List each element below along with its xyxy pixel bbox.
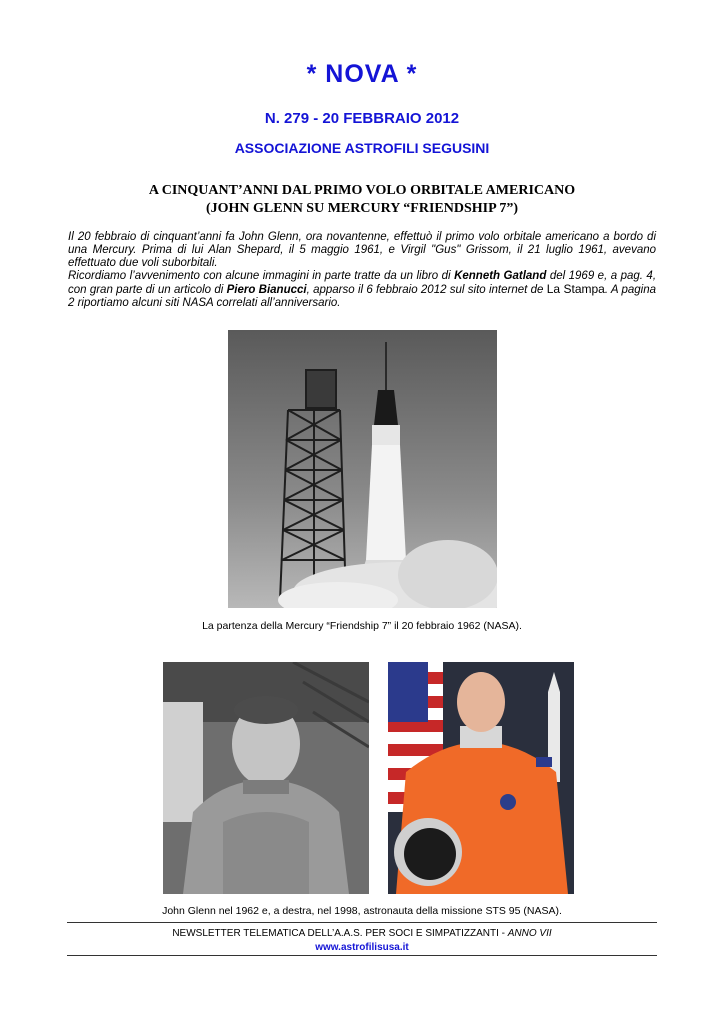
glenn-1998-photo	[388, 662, 574, 894]
article-body	[68, 231, 656, 310]
footer-newsletter-text: NEWSLETTER TELEMATICA DELL’A.A.S. PER SOCI E SIMPATIZZANTI -	[172, 928, 508, 939]
article-title-line2: (JOHN GLENN SU MERCURY “FRIENDSHIP 7”)	[205, 201, 519, 216]
p2-text-g: . A pagina 2 riportiamo alcuni siti NASA correlati all’anniversario.	[68, 284, 656, 309]
p2-text-e: , apparso il 6 febbraio 2012 sul sito internet de	[306, 284, 547, 296]
footer-divider-top	[67, 922, 657, 923]
p2-text-a: Ricordiamo l’avvenimento con alcune immagini in parte tratte da un libro di	[68, 270, 455, 282]
glenn-caption: John Glenn nel 1962 e, a destra, nel 1998, astronauta della missione STS 95 (NASA).	[162, 905, 562, 917]
association-name: ASSOCIAZIONE ASTROFILI SEGUSINI	[234, 140, 490, 156]
newsletter-title: * NOVA *	[306, 60, 418, 88]
author-gatland: Kenneth Gatland	[454, 270, 547, 282]
footer-website-link[interactable]: www.astrofilisusa.it	[315, 942, 409, 953]
launch-caption: La partenza della Mercury “Friendship 7” il 20 febbraio 1962 (NASA).	[202, 620, 522, 632]
author-bianucci: Piero Bianucci	[226, 284, 307, 296]
article-paragraph-1: Il 20 febbraio di cinquant’anni fa John Glenn, ora novantenne, effettuò il primo volo orbitale americano a bordo di una Mercury. Prima di lui Alan Shepard, il 5 maggio 1961, e Virgil "Gus" Grissom, il 21 luglio 1961, avevano effettuato due voli suborbitali.	[68, 231, 656, 269]
article-paragraph-2	[68, 270, 656, 310]
p2-text-c: del 1969 e, a pag. 4, con gran parte di un articolo di	[68, 270, 657, 296]
source-la-stampa: La Stampa	[546, 282, 605, 296]
issue-number-date: N. 279 - 20 FEBBRAIO 2012	[264, 110, 460, 127]
footer-newsletter-line	[0, 928, 724, 939]
footer-year: ANNO VII	[507, 928, 552, 939]
footer-divider-bottom	[67, 955, 657, 956]
glenn-1962-photo	[163, 662, 369, 894]
launch-photo	[228, 330, 497, 608]
article-title-line1: A CINQUANT’ANNI DAL PRIMO VOLO ORBITALE AMERICANO	[148, 183, 576, 198]
